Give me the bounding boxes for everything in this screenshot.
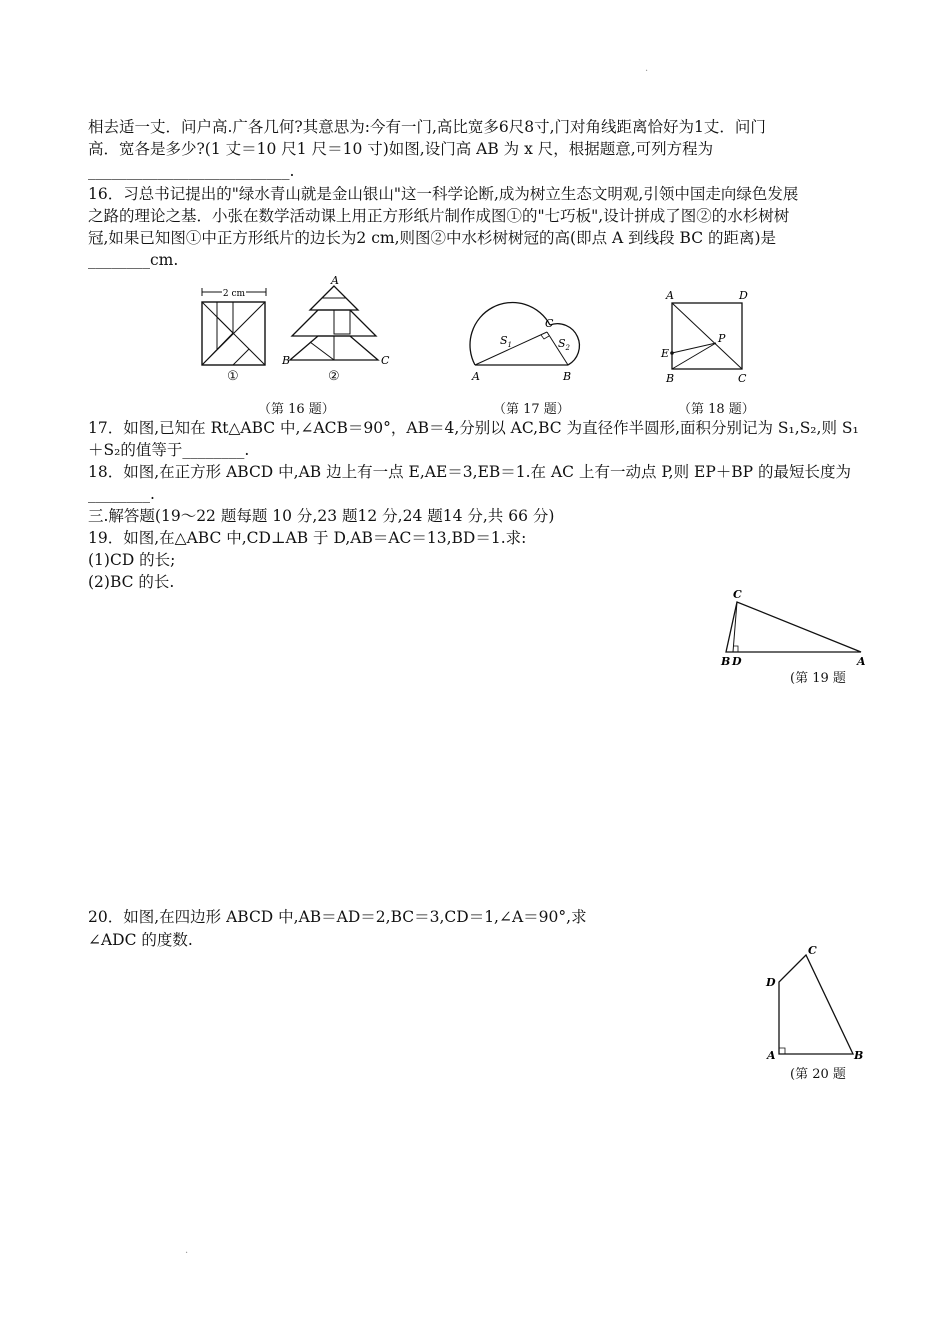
q18-line2: ________. — [88, 485, 155, 503]
fig19-point-B: B — [721, 655, 731, 668]
q15-line1: 相去适一丈．问户高.广各几何?其意思为:今有一门,高比宽多6尺8寸,门对角线距离恰好为1丈．问门 — [88, 118, 766, 136]
fig18-point-A: A — [666, 289, 674, 302]
q15-line2: 高．宽各是多少?(1 丈＝10 尺1 尺＝10 寸)如图,设门高 AB 为 x 尺，根据题意,可列方程为 — [88, 140, 714, 158]
fig16-point-A: A — [331, 274, 339, 287]
fig18-point-C: C — [738, 372, 747, 385]
fig17-label-S2: $S_2$ — [558, 337, 571, 352]
fig18-point-D: D — [739, 289, 748, 302]
fig16-label-1: ① — [227, 369, 239, 384]
q16-line2: 之路的理论之基．小张在数学活动课上用正方形纸片制作成图①的"七巧板",设计拼成了图②的水杉树树 — [88, 207, 790, 225]
fig20-point-D: D — [766, 976, 776, 989]
fig17-label-S1: $S_1$ — [500, 334, 513, 349]
fig19-point-C: C — [733, 588, 742, 601]
fig16-dimension-label: 2 cm — [222, 289, 246, 299]
scan-dot: · — [645, 66, 649, 77]
fig18-point-B: B — [666, 372, 675, 385]
section3-heading: 三.解答题(19～22 题每题 10 分,23 题12 分,24 题14 分,共 66 分) — [88, 507, 555, 525]
fig16-label-2: ② — [328, 369, 340, 384]
q19-part2: (2)BC 的长. — [88, 573, 175, 591]
fig20-point-B: B — [854, 1049, 864, 1062]
q20-line1: 20．如图,在四边形 ABCD 中,AB＝AD＝2,BC＝3,CD＝1,∠A＝90°,求 — [88, 908, 587, 926]
fig19-triangle-figure — [718, 586, 868, 668]
q16-line4: ________cm. — [88, 251, 179, 269]
fig20-point-C: C — [808, 944, 817, 957]
q19-part1: (1)CD 的长; — [88, 551, 176, 569]
fig19-point-A: A — [857, 655, 866, 668]
fig20-quadrilateral-figure — [762, 940, 872, 1065]
q17-line2: ＋S₂的值等于________. — [88, 441, 250, 459]
q16-line3: 冠,如果已知图①中正方形纸片的边长为2 cm,则图②中水杉树树冠的高(即点 A 到线段 BC 的距离)是 — [88, 229, 777, 247]
fig17-point-C: C — [545, 317, 554, 330]
q19-line1: 19．如图,在△ABC 中,CD⊥AB 于 D,AB＝AC＝13,BD＝1.求: — [88, 529, 527, 547]
q18-line1: 18．如图,在正方形 ABCD 中,AB 边上有一点 E,AE＝3,EB＝1.在 AC 上有一动点 P,则 EP＋BP 的最短长度为 — [88, 463, 852, 481]
fig18-point-E: E — [661, 347, 670, 360]
fig20-point-A: A — [767, 1049, 776, 1062]
fig16-point-C: C — [381, 354, 390, 367]
fig18-caption: （第 18 题） — [678, 402, 755, 417]
fig16-point-B: B — [282, 354, 291, 367]
q17-line1: 17．如图,已知在 Rt△ABC 中,∠ACB＝90°，AB＝4,分别以 AC,BC 为直径作半圆形,面积分别记为 S₁,S₂,则 S₁ — [88, 419, 859, 437]
q16-line1: 16．习总书记提出的"绿水青山就是金山银山"这一科学论断,成为树立生态文明观,引领中国走向绿色发展 — [88, 185, 799, 203]
q20-line2: ∠ADC 的度数. — [88, 931, 193, 949]
fig18-point-P: P — [718, 332, 726, 345]
fig16-tangram-square — [195, 285, 275, 370]
fig17-semicircles-figure — [470, 300, 595, 385]
fig17-point-A: A — [472, 370, 480, 383]
fig19-caption: (第 19 题 — [790, 671, 846, 686]
fig16-caption: （第 16 题） — [258, 402, 335, 417]
fig16-tree-figure — [280, 274, 390, 369]
fig20-caption: (第 20 题 — [790, 1067, 846, 1082]
fig18-square-figure — [660, 287, 755, 387]
q15-answer-blank: __________________________. — [88, 162, 295, 180]
fig17-point-B: B — [563, 370, 572, 383]
fig17-caption: （第 17 题） — [493, 402, 570, 417]
fig19-point-D: D — [732, 655, 742, 668]
scan-dot: · — [185, 1248, 189, 1259]
